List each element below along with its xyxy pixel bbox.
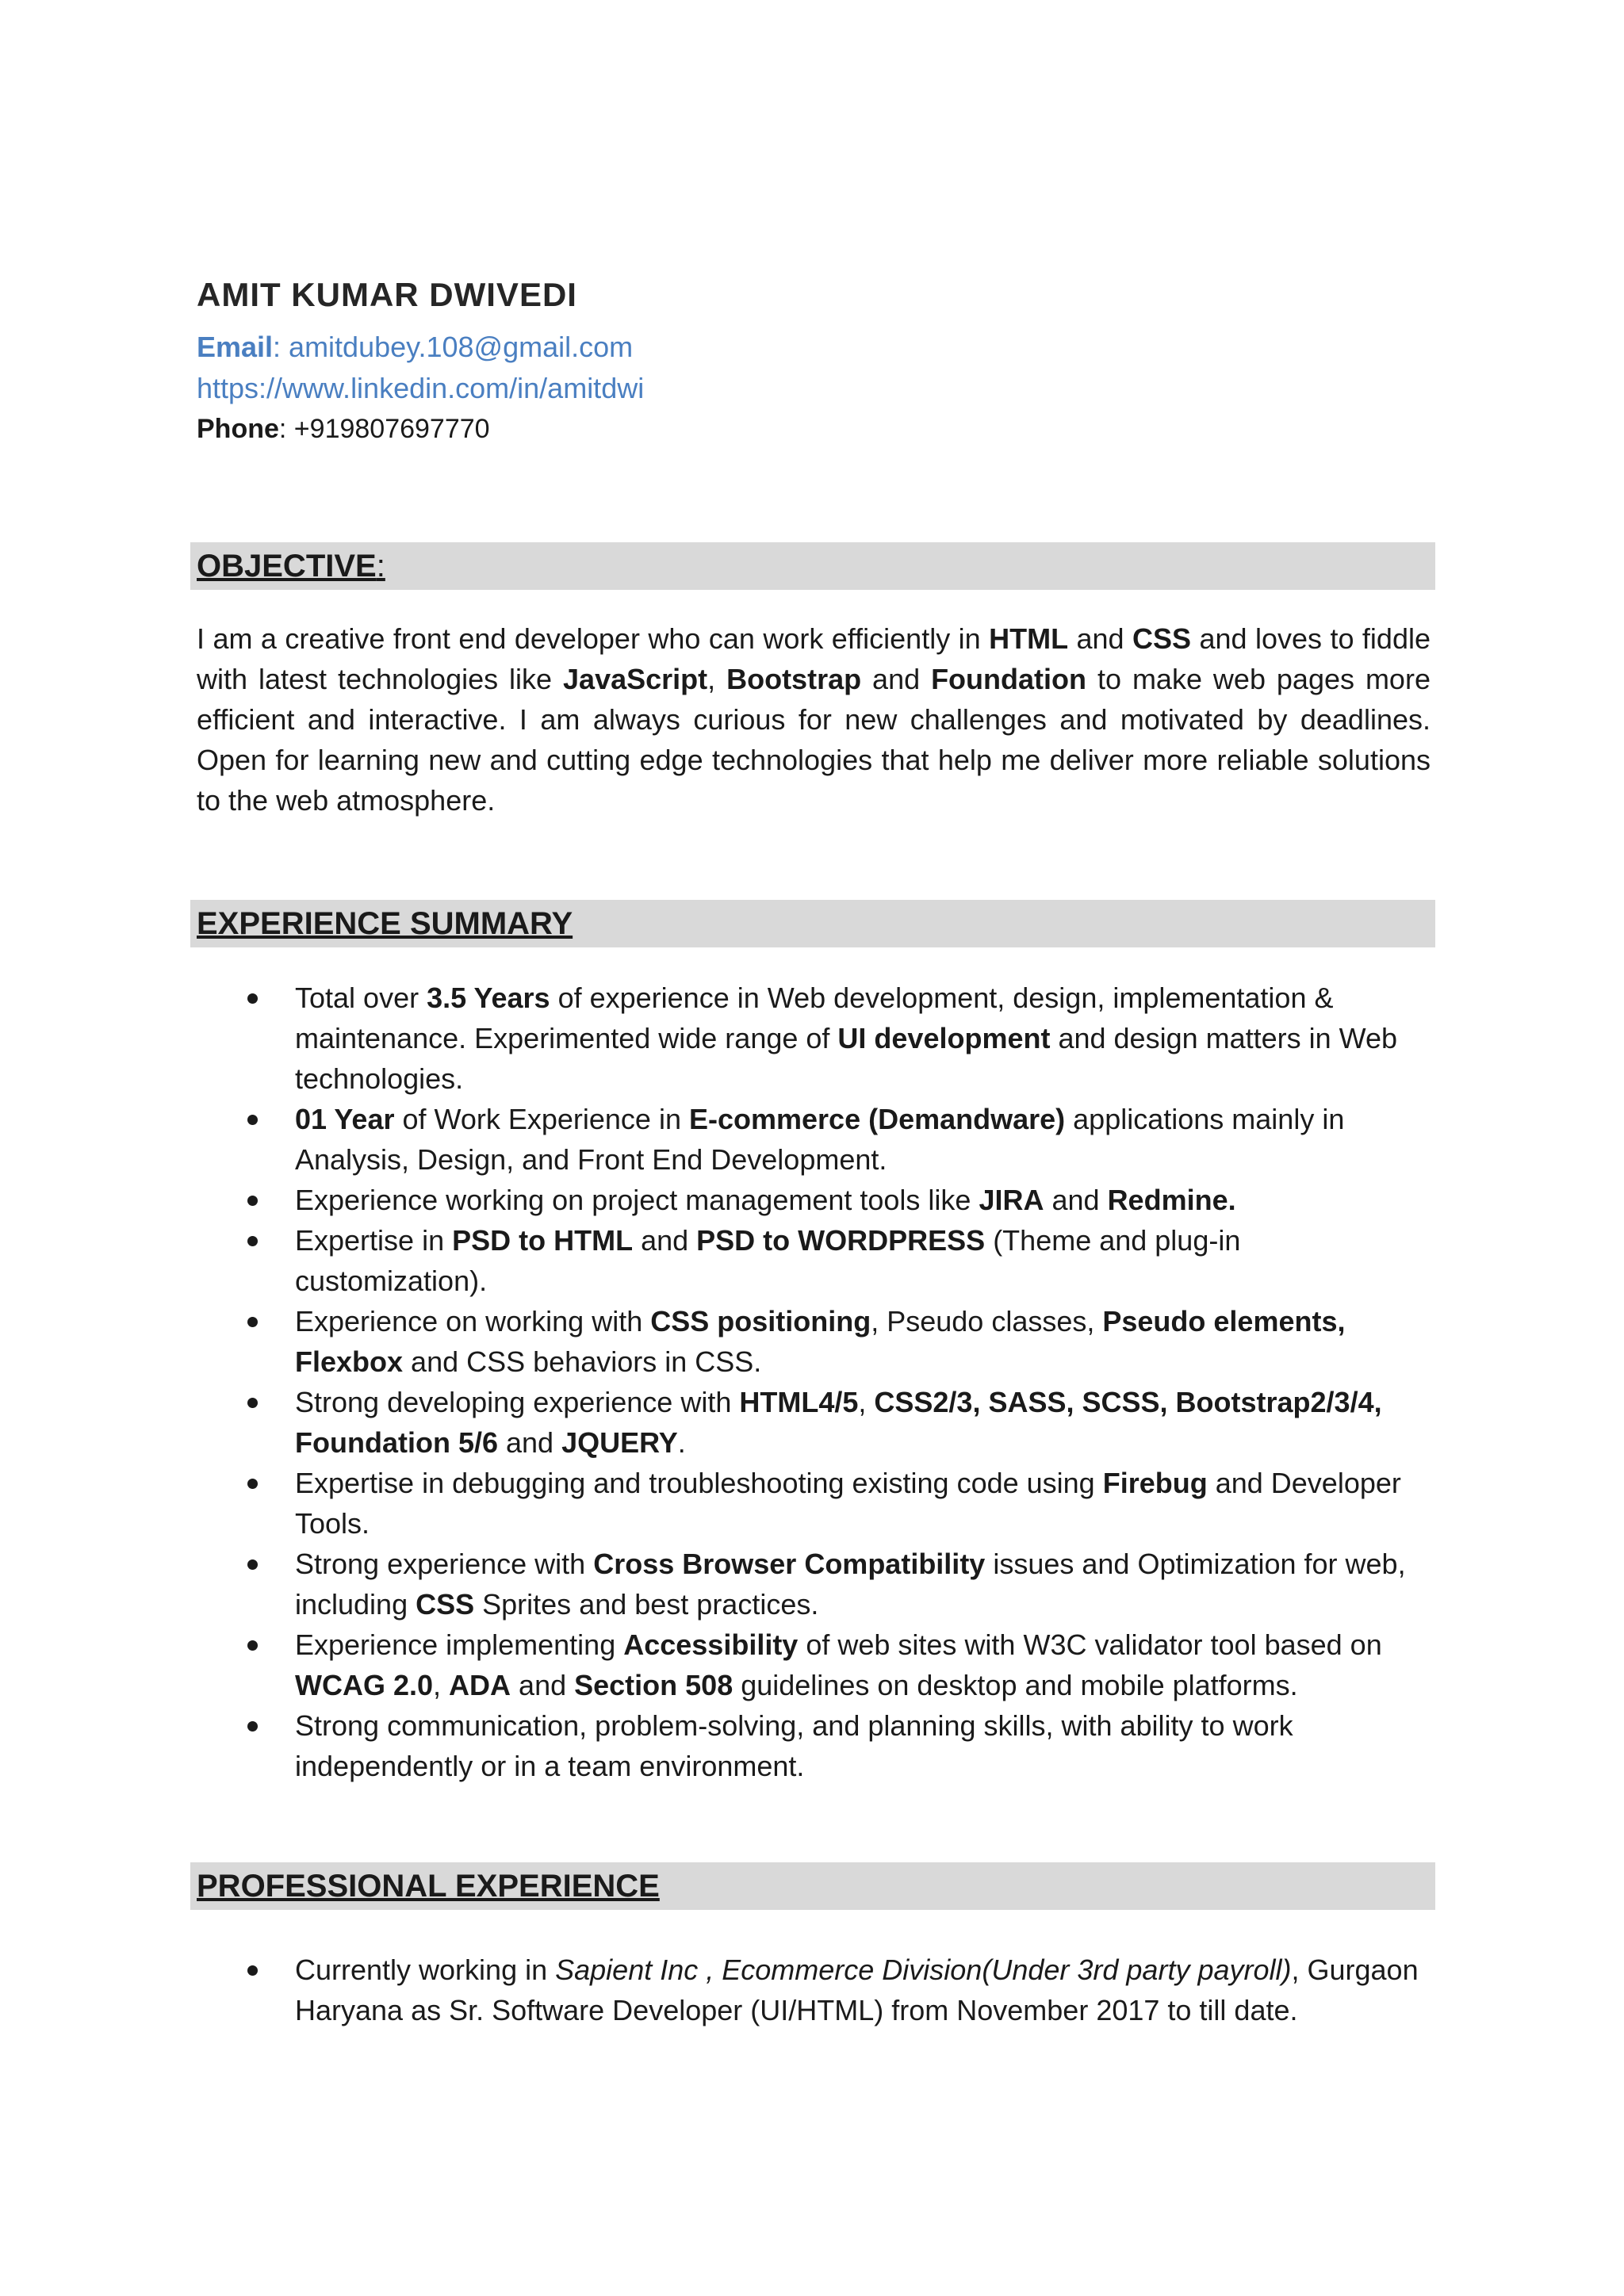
text-run: Foundation xyxy=(931,663,1087,695)
list-item xyxy=(197,1382,1434,1463)
text-run: ADA xyxy=(449,1669,511,1701)
text-run: Sapient Inc , Ecommerce Division(Under 3rd party payroll) xyxy=(555,1954,1292,1986)
list-item-text xyxy=(295,1184,1236,1216)
list-item-text xyxy=(295,1224,1240,1297)
email-label: Email xyxy=(197,331,274,363)
text-run: Total over xyxy=(295,982,427,1014)
list-item-text xyxy=(295,1467,1401,1540)
list-item xyxy=(197,1301,1434,1382)
email-line xyxy=(197,327,1434,368)
text-run: Experience working on project management tools like xyxy=(295,1184,979,1216)
text-run: guidelines on desktop and mobile platforms. xyxy=(733,1669,1298,1701)
list-item xyxy=(197,1705,1434,1786)
text-run: Firebug xyxy=(1102,1467,1208,1499)
text-run: . xyxy=(677,1426,686,1459)
professional-experience-title: PROFESSIONAL EXPERIENCE xyxy=(197,1869,660,1904)
list-item xyxy=(197,1220,1434,1301)
text-run: PSD to WORDPRESS xyxy=(696,1224,986,1257)
text-run: applications mainly in Analysis, Design, and Front End Development. xyxy=(295,1103,1345,1176)
text-run: , xyxy=(433,1669,450,1701)
bullet-icon xyxy=(247,1236,258,1246)
text-run: and xyxy=(498,1426,562,1459)
list-item-text xyxy=(295,1954,1419,2026)
text-run: to make web pages more efficient and interactive. I am always curious for new challenges and motivated by deadlines. Open for learning new and cutting edge technologies that help me deliver more reliable solutions to the web atmosphere. xyxy=(197,663,1431,817)
text-run: Sprites and best practices. xyxy=(474,1588,819,1621)
text-run: of Work Experience in xyxy=(394,1103,689,1135)
experience-summary-section-bar xyxy=(190,900,1435,947)
list-item-text xyxy=(295,1305,1345,1378)
bullet-icon xyxy=(247,1479,258,1489)
experience-summary-list xyxy=(197,978,1434,1786)
linkedin-link[interactable]: https://www.linkedin.com/in/amitdwi xyxy=(197,372,645,404)
phone-value: : +919807697770 xyxy=(278,414,490,444)
objective-paragraph xyxy=(197,618,1431,821)
bullet-icon xyxy=(247,993,258,1004)
objective-section-bar xyxy=(190,542,1435,590)
text-run: Accessibility xyxy=(623,1628,799,1661)
text-run: and xyxy=(511,1669,575,1701)
text-run: and xyxy=(861,663,932,695)
text-run: Strong developing experience with xyxy=(295,1386,740,1418)
bullet-icon xyxy=(247,1398,258,1408)
text-run: CSS2/3, SASS, SCSS, Bootstrap2/3/4, Foundation 5/6 xyxy=(295,1386,1382,1459)
text-run: and CSS behaviors in CSS. xyxy=(403,1345,762,1378)
text-run: and loves to fiddle with latest technologies like xyxy=(197,622,1431,695)
text-run: Bootstrap xyxy=(726,663,862,695)
bullet-icon xyxy=(247,1317,258,1327)
text-run: and xyxy=(1044,1184,1108,1216)
text-run: Cross Browser Compatibility xyxy=(593,1548,986,1580)
text-run: and xyxy=(1068,622,1133,655)
professional-experience-list xyxy=(197,1950,1434,2030)
text-run: HTML xyxy=(989,622,1069,655)
text-run: Experience on working with xyxy=(295,1305,651,1337)
text-run: JavaScript xyxy=(563,663,708,695)
list-item xyxy=(197,1544,1434,1624)
text-run: HTML4/5 xyxy=(739,1386,859,1418)
text-run: and xyxy=(633,1224,697,1257)
bullet-icon xyxy=(247,1721,258,1732)
resume-header xyxy=(197,273,1434,449)
text-run: and design matters in Web technologies. xyxy=(295,1022,1398,1095)
list-item xyxy=(197,978,1434,1099)
email-link[interactable]: : amitdubey.108@gmail.com xyxy=(273,331,634,363)
text-run: and Developer Tools. xyxy=(295,1467,1401,1540)
text-run: 3.5 Years xyxy=(427,982,550,1014)
text-run: (Theme and plug-in customization). xyxy=(295,1224,1241,1297)
text-run: PSD to HTML xyxy=(452,1224,634,1257)
list-item-text xyxy=(295,1709,1293,1782)
text-run: WCAG 2.0 xyxy=(295,1669,434,1701)
text-run: Strong experience with xyxy=(295,1548,594,1580)
text-run: Expertise in debugging and troubleshooting existing code using xyxy=(295,1467,1103,1499)
bullet-icon xyxy=(247,1115,258,1125)
bullet-icon xyxy=(247,1640,258,1651)
text-run: Pseudo elements, Flexbox xyxy=(295,1305,1346,1378)
text-run: CSS positioning xyxy=(650,1305,871,1337)
candidate-name: AMIT KUMAR DWIVEDI xyxy=(197,276,577,313)
list-item xyxy=(197,1099,1434,1180)
text-run: Strong communication, problem-solving, and planning skills, with ability to work independently or in a team environment. xyxy=(295,1709,1293,1782)
list-item-text xyxy=(295,1103,1344,1176)
list-item-text xyxy=(295,1548,1406,1621)
list-item xyxy=(197,1463,1434,1544)
text-run: Expertise in xyxy=(295,1224,453,1257)
text-run: , Pseudo classes, xyxy=(871,1305,1103,1337)
text-run: Section 508 xyxy=(574,1669,733,1701)
text-run: CSS xyxy=(1132,622,1192,655)
text-run: issues and Optimization for web, including xyxy=(295,1548,1406,1621)
experience-summary-title: EXPERIENCE SUMMARY xyxy=(197,906,573,941)
text-run: of experience in Web development, design, implementation & maintenance. Experimented wide range of xyxy=(295,982,1334,1054)
list-item-text xyxy=(295,1386,1382,1459)
list-item xyxy=(197,1950,1434,2030)
text-run: Redmine. xyxy=(1107,1184,1236,1216)
bullet-icon xyxy=(247,1196,258,1206)
text-run: JIRA xyxy=(979,1184,1044,1216)
text-run: of web sites with W3C validator tool based on xyxy=(798,1628,1382,1661)
phone-label: Phone xyxy=(197,414,279,444)
bullet-icon xyxy=(247,1965,258,1976)
phone-line xyxy=(197,409,1434,449)
text-run: E-commerce (Demandware) xyxy=(688,1103,1066,1135)
text-run: , xyxy=(858,1386,875,1418)
list-item xyxy=(197,1180,1434,1220)
text-run: Currently working in xyxy=(295,1954,556,1986)
text-run: JQUERY xyxy=(561,1426,678,1459)
text-run: , Gurgaon Haryana as Sr. Software Developer (UI/HTML) from November 2017 to till date. xyxy=(295,1954,1419,2026)
bullet-icon xyxy=(247,1559,258,1570)
objective-title: OBJECTIVE: xyxy=(197,549,385,584)
text-run: I am a creative front end developer who can work efficiently in xyxy=(197,622,990,655)
list-item-text xyxy=(295,982,1397,1095)
list-item-text xyxy=(295,1628,1382,1701)
text-run: UI development xyxy=(837,1022,1051,1054)
list-item xyxy=(197,1624,1434,1705)
text-run: , xyxy=(707,663,727,695)
text-run: Experience implementing xyxy=(295,1628,624,1661)
professional-experience-section-bar xyxy=(190,1862,1435,1910)
text-run: CSS xyxy=(416,1588,475,1621)
text-run: 01 Year xyxy=(295,1103,395,1135)
